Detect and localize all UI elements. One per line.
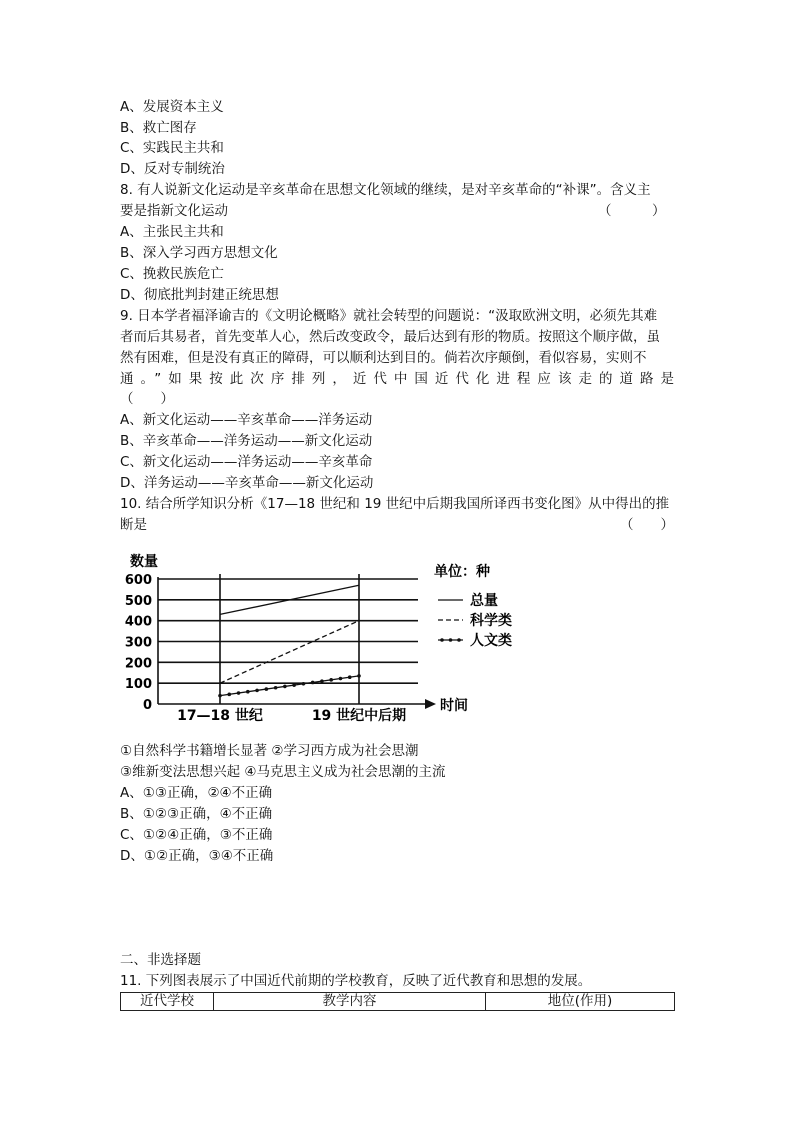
- q10-option-c: C、①②④正确，③不正确: [120, 827, 273, 843]
- series-marker: [311, 681, 315, 685]
- table-header-content: 教学内容: [214, 993, 486, 1011]
- chart-gridlines: [158, 579, 418, 683]
- series-marker: [302, 682, 306, 686]
- q11-stem: 11. 下列图表展示了中国近代前期的学校教育，反映了近代教育和思想的发展。: [120, 973, 592, 989]
- q8-stem-line1: 8. 有人说新文化运动是辛亥革命在思想文化领域的继续，是对辛亥革命的“补课”。含义主: [120, 182, 651, 198]
- table-header-row: [121, 993, 675, 1011]
- series-marker: [246, 690, 250, 694]
- q10-stem-line1: 10. 结合所学知识分析《17—18 世纪和 19 世纪中后期我国所译西书变化图》从中得出的推: [120, 496, 670, 512]
- chart-y-ticks: [125, 573, 152, 713]
- series-marker: [255, 689, 259, 693]
- series-marker: [283, 685, 287, 689]
- q10-statements-line2: ③维新变法思想兴起 ④马克思主义成为社会思潮的主流: [120, 764, 446, 780]
- q8-option-b: B、深入学习西方思想文化: [120, 245, 278, 261]
- q8-answer-paren: （ ）: [598, 203, 666, 219]
- q9-stem-line4: 通。”如果按此次序排列，近代中国近代化进程应该走的道路是: [120, 371, 674, 387]
- y-tick-label: 300: [124, 635, 152, 651]
- q7-option-d: D、反对专制统治: [120, 161, 225, 177]
- chart-ylabel: 数量: [130, 554, 158, 570]
- chart-xlabel: 时间: [440, 698, 468, 714]
- q11-table: [120, 992, 675, 1011]
- q9-option-a: A、新文化运动——辛亥革命——洋务运动: [120, 412, 373, 428]
- series-marker: [237, 691, 241, 695]
- legend-label: 总量: [470, 593, 498, 609]
- q9-option-b: B、辛亥革命——洋务运动——新文化运动: [120, 433, 373, 449]
- legend-marker: [457, 638, 461, 642]
- q8-option-c: C、挽救民族危亡: [120, 266, 224, 282]
- q9-stem-line3: 然有困难，但是没有真正的障碍，可以顺利达到目的。倘若次序颠倒，看似容易，实则不: [120, 350, 647, 366]
- x-tick-label: 17—18 世纪: [177, 708, 263, 724]
- q10-option-d: D、①②正确，③④不正确: [120, 848, 274, 864]
- series-marker: [357, 674, 361, 678]
- q8-option-d: D、彻底批判封建正统思想: [120, 287, 279, 303]
- q10-option-b: B、①②③正确，④不正确: [120, 806, 273, 822]
- series-marker: [339, 677, 343, 681]
- series-marker: [274, 686, 278, 690]
- y-tick-label: 200: [124, 656, 152, 672]
- x-tick-label: 19 世纪中后期: [311, 708, 407, 724]
- legend-marker: [449, 638, 453, 642]
- series-marker: [348, 675, 352, 679]
- q9-stem-line2: 者而后其易者，首先变革人心，然后改变政令，最后达到有形的物质。按照这个顺序做，虽: [120, 329, 660, 345]
- chart-unit: 单位：种: [434, 564, 490, 580]
- q7-option-b: B、救亡图存: [120, 120, 197, 136]
- q10-answer-paren: （ ）: [620, 517, 674, 533]
- series-marker: [227, 693, 231, 697]
- q10-option-a: A、①③正确，②④不正确: [120, 785, 273, 801]
- y-tick-label: 600: [124, 573, 152, 588]
- series-marker: [218, 694, 222, 698]
- y-tick-label: 100: [124, 677, 152, 693]
- section2-title: 二、非选择题: [120, 952, 201, 968]
- legend-label: 科学类: [470, 613, 512, 629]
- q9-stem-line1: 9. 日本学者福泽谕吉的《文明论概略》就社会转型的问题说：“汲取欧洲文明，必须先其难: [120, 308, 658, 324]
- q8-stem-line2: 要是指新文化运动: [120, 203, 228, 219]
- series-marker: [329, 678, 333, 682]
- q9-option-c: C、新文化运动——洋务运动——辛亥革命: [120, 454, 373, 470]
- chart-legend: [438, 592, 512, 649]
- series-line-1: [220, 621, 359, 684]
- q7-option-c: C、实践民主共和: [120, 140, 224, 156]
- series-marker: [265, 687, 269, 691]
- legend-label: 人文类: [470, 633, 512, 649]
- translated-books-chart: [118, 546, 528, 728]
- q7-option-a: A、发展资本主义: [120, 99, 224, 115]
- series-line-2: [220, 676, 359, 696]
- x-axis-arrow: [425, 699, 436, 709]
- legend-marker: [440, 638, 444, 642]
- q8-option-a: A、主张民主共和: [120, 224, 224, 240]
- q9-option-d: D、洋务运动——辛亥革命——新文化运动: [120, 475, 374, 491]
- series-marker: [292, 683, 296, 687]
- series-marker: [320, 679, 324, 683]
- y-tick-label: 0: [142, 698, 152, 713]
- q9-answer-paren: （ ）: [120, 391, 174, 407]
- y-tick-label: 500: [124, 593, 152, 609]
- q10-stem-line2: 断是: [120, 517, 147, 533]
- table-header-school: 近代学校: [121, 993, 214, 1011]
- table-header-role: 地位(作用): [486, 993, 675, 1011]
- y-tick-label: 400: [124, 614, 152, 630]
- q10-statements-line1: ①自然科学书籍增长显著 ②学习西方成为社会思潮: [120, 743, 419, 759]
